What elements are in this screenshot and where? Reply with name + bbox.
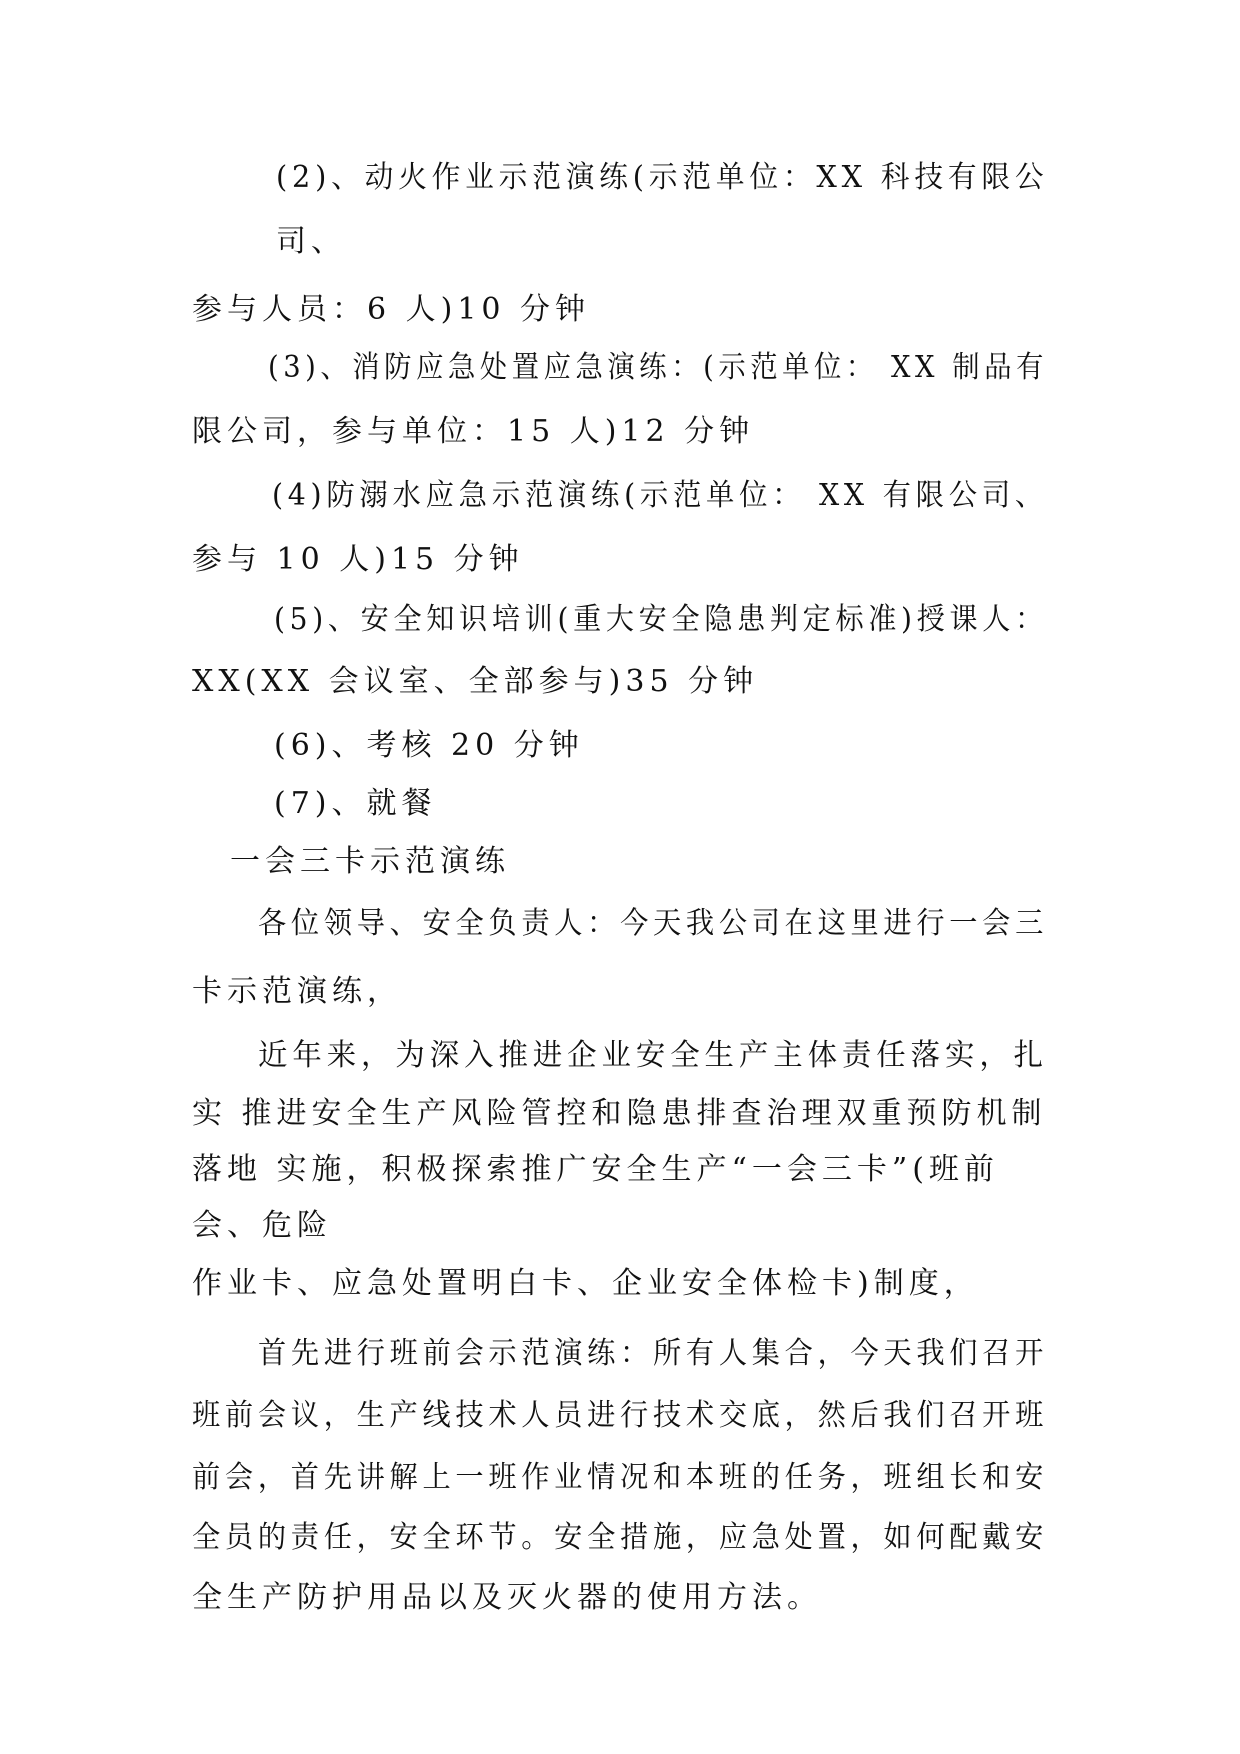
section-heading: 一会三卡示范演练 — [230, 844, 510, 879]
paragraph-line: 近年来，为深入推进企业安全生产主体责任落实，扎 — [258, 1038, 1049, 1073]
paragraph-line: 全生产防护用品以及灭火器的使用方法。 — [192, 1580, 822, 1615]
paragraph-line: 各位领导、安全负责人：今天我公司在这里进行一会三 — [258, 906, 1049, 941]
paragraph-line: (2)、动火作业示范演练(示范单位：XX 科技有限公 — [276, 160, 1049, 195]
paragraph-line: 落地 实施，积极探索推广安全生产“一会三卡”(班前 — [192, 1152, 999, 1187]
paragraph-line: 全员的责任，安全环节。安全措施，应急处置，如何配戴安 — [192, 1520, 1049, 1555]
paragraph-line: (3)、消防应急处置应急演练：(示范单位： XX 制品有 — [268, 350, 1048, 385]
paragraph-line: (4)防溺水应急示范演练(示范单位： XX 有限公司、 — [272, 478, 1049, 513]
paragraph-line: 司、 — [276, 224, 346, 259]
paragraph-line: 实 推进安全生产风险管控和隐患排查治理双重预防机制 — [192, 1096, 1047, 1131]
paragraph-line: 参与人员：6 人)10 分钟 — [192, 292, 591, 327]
paragraph-line: XX(XX 会议室、全部参与)35 分钟 — [192, 664, 759, 699]
paragraph-line: (7)、就餐 — [274, 786, 437, 821]
paragraph-line: 首先进行班前会示范演练：所有人集合，今天我们召开 — [258, 1336, 1049, 1371]
paragraph-line: 卡示范演练， — [192, 974, 402, 1009]
paragraph-line: 前会，首先讲解上一班作业情况和本班的任务，班组长和安 — [192, 1460, 1049, 1495]
paragraph-line: 会、危险 — [192, 1208, 332, 1243]
paragraph-line: 限公司，参与单位：15 人)12 分钟 — [192, 414, 755, 449]
paragraph-line: 参与 10 人)15 分钟 — [192, 542, 524, 577]
paragraph-line: (6)、考核 20 分钟 — [274, 728, 584, 763]
paragraph-line: 班前会议，生产线技术人员进行技术交底，然后我们召开班 — [192, 1398, 1049, 1433]
paragraph-line: 作业卡、应急处置明白卡、企业安全体检卡)制度， — [192, 1266, 979, 1301]
paragraph-line: (5)、安全知识培训(重大安全隐患判定标准)授课人： — [274, 602, 1048, 637]
